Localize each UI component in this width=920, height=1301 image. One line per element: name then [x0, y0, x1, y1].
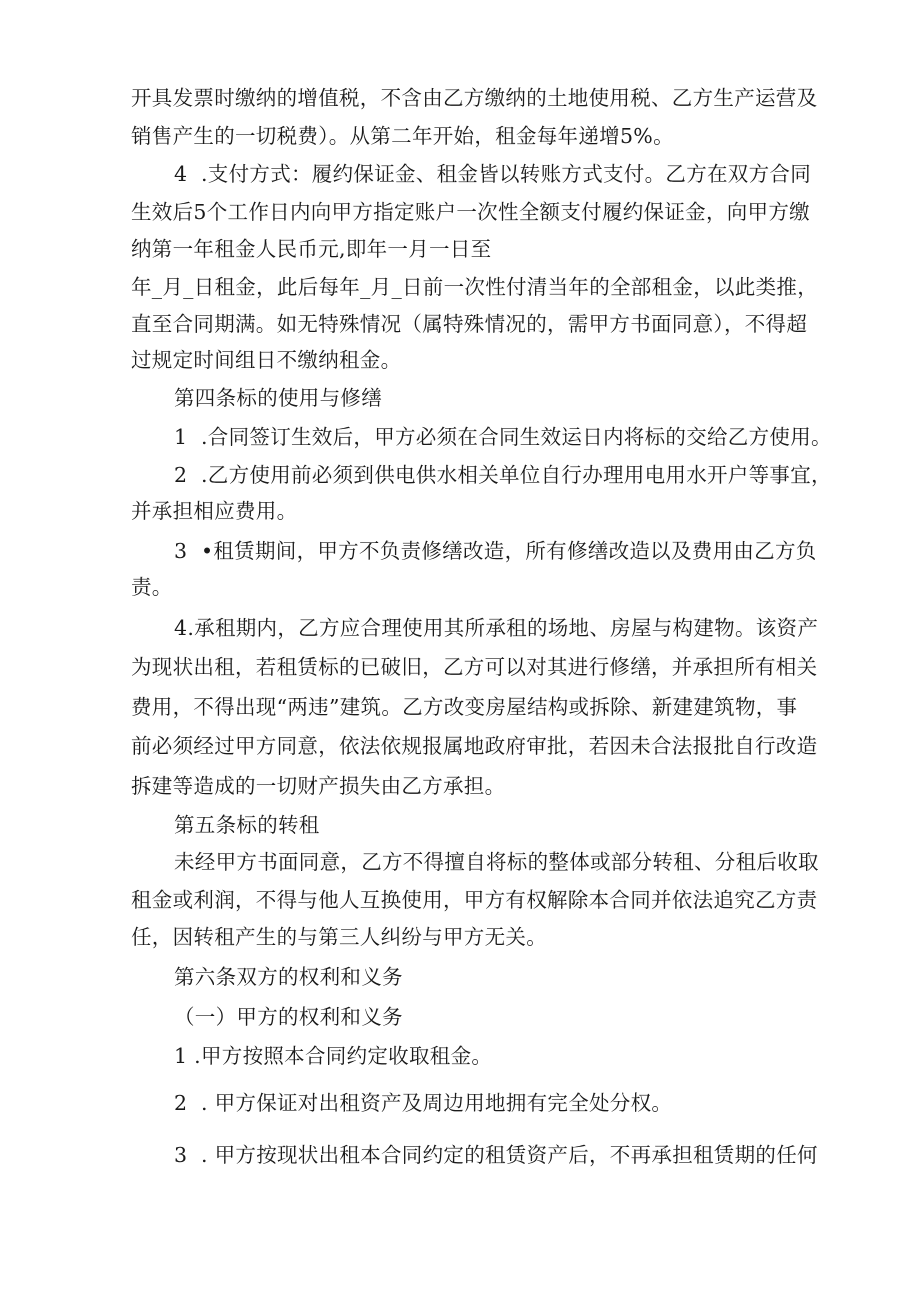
text-line: 2 .乙方使用前必须到供电供水相关单位自行办理用电用水开户等事宜，: [174, 463, 832, 487]
text-line: 纳第一年租金人民币元,即年一月一日至: [131, 237, 492, 261]
text-line: 开具发票时缴纳的增值税，不含由乙方缴纳的土地使用税、乙方生产运营及: [131, 86, 818, 110]
text-line: 直至合同期满。如无特殊情况（属特殊情况的，需甲方书面同意），不得超: [131, 312, 808, 336]
text-line: 年_月_日租金，此后每年_月_日前一次性付清当年的全部租金，以此类推，: [131, 275, 818, 299]
text-line: 并承担相应费用。: [131, 499, 298, 523]
text-line: 费用，不得出现“两违”建筑。乙方改变房屋结构或拆除、新建建筑物，事: [131, 695, 798, 719]
text-line: 为现状出租，若租赁标的已破旧，乙方可以对其进行修缮，并承担所有相关: [131, 655, 818, 679]
text-line: 未经甲方书面同意，乙方不得擅自将标的整体或部分转租、分租后收取: [174, 850, 819, 874]
text-line: 前必须经过甲方同意，依法依规报属地政府审批，若因未合法报批自行改造: [131, 734, 818, 758]
subsection-heading: （一）甲方的权利和义务: [174, 1005, 403, 1029]
text-line: 生效后5个工作日内向甲方指定账户一次性全额支付履约保证金，向甲方缴: [131, 200, 810, 224]
section-heading: 第六条双方的权利和义务: [174, 965, 403, 989]
text-line: 责。: [131, 575, 173, 599]
text-line: 拆建等造成的一切财产损失由乙方承担。: [131, 774, 506, 798]
text-line: 2 . 甲方保证对出租资产及周边用地拥有完全处分权。: [174, 1091, 673, 1115]
text-line: 4 .支付方式：履约保证金、租金皆以转账方式支付。乙方在双方合同: [174, 162, 811, 186]
text-line: 3 •租赁期间，甲方不负责修缮改造，所有修缮改造以及费用由乙方负: [174, 539, 817, 563]
text-line: 1 .合同签订生效后，甲方必须在合同生效运日内将标的交给乙方使用。: [174, 425, 832, 449]
text-line: 1 .甲方按照本合同约定收取租金。: [174, 1044, 493, 1068]
text-line: 租金或利润，不得与他人互换使用，甲方有权解除本合同并依法追究乙方责: [131, 888, 818, 912]
text-line: 过规定时间组日不缴纳租金。: [131, 348, 402, 372]
text-line: 3 . 甲方按现状出租本合同约定的租赁资产后，不再承担租赁期的任何: [174, 1143, 818, 1167]
text-line: 4.承租期内，乙方应合理使用其所承租的场地、房屋与构建物。该资产: [174, 616, 819, 640]
text-line: 销售产生的一切税费）。从第二年开始，租金每年递增5%。: [131, 124, 674, 148]
text-line: 任，因转租产生的与第三人纠纷与甲方无关。: [131, 925, 547, 949]
section-heading: 第五条标的转租: [174, 813, 320, 837]
section-heading: 第四条标的使用与修缮: [174, 386, 382, 410]
